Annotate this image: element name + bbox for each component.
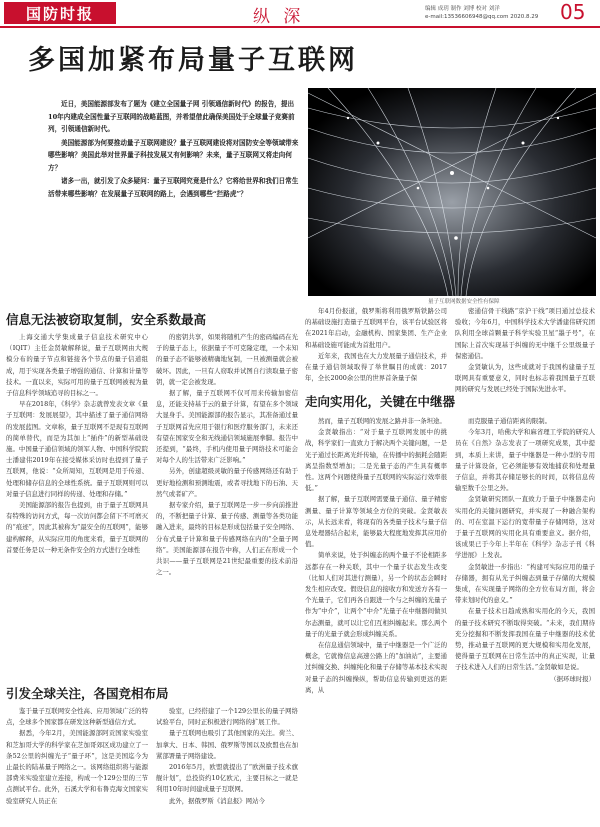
intro-paragraph: 美国能源部为何要推动量子互联网建设？量子互联网建设将对国防安全等领域带来哪些影响？美国此举对世界量子科技发展又有何影响？未来，量子互联网又将走向何方？ xyxy=(48,138,299,172)
network-illustration xyxy=(308,88,596,296)
body-paragraph: 早在2018年，《科学》杂志就曾发表文章《量子互联网：发展展望》，其中描述了量子通信网络的发展蓝图。文章称，量子互联网不是现有互联网的简单替代，而是为其加上“插件”的新型基础设施。中国量子通信领域的领军人物、中国科学院院士潘建伟2019年在接受媒体采访时也提到了量子互联网，他说：“众所周知，互联网是用于传递、处理和储存信息的全球性系统。量子互联网则可以对量子信息进行同样的传递、处理和存储。” xyxy=(6,400,148,498)
body-paragraph: 金贤敏指出：“对于量子互联网发展中的挑战，科学家们一直致力于解决两个关键问题，一是光子通过长距离光纤传输，在传播中的损耗会随距离呈指数型增加；二是光量子态的产生具有概率性。这两个问题使得量子互联网的实际运行效率很低。” xyxy=(305,428,447,493)
body-paragraph: 金贤敏认为，这些成就对于我国构建量子互联网具有重要意义，同时也标志着我国量子互联网的研究与发展已经处于国际先进水平。 xyxy=(455,363,595,394)
body-paragraph: 据悉，今年2月，美国能源部阿贡国家实验室和芝加哥大学的科学家在芝加哥郊区成功建立了一条52公里的纠缠光子“量子环”，这是美国迄今为止最长的陆基量子网络之一。该网络组织将与能源部费米实验室建立连接，构成一个129公里的三节点测试平台。此外，石溪大学和布鲁克海文国家实验室研究人员正在 xyxy=(6,729,148,805)
article-column xyxy=(156,332,298,680)
newspaper-logo: 国防时报 xyxy=(4,2,116,24)
intro-paragraph: 近日，美国能源部发布了题为《建立全国量子网 引领通信新时代》的报告，提出10年内建成全国性量子互联网的战略蓝图，并希望借此确保美国处于全球量子竞赛前列，引领通信新时代。 xyxy=(48,100,295,133)
body-paragraph: 美国能源部的报告也提到，由于量子互联网具有特殊的访问方式，每一次访问都会留下不可磨灭的“痕迹”，因此其被称为“最安全的互联网”，能够建构解释，从实际应用的角度来看，量子互联网的首要任务是以一种无条件安全的方式进行全球性 xyxy=(6,501,148,554)
body-paragraph: 在量子技术日趋成熟和实用化的今天，我国的量子技术研究不断取得突破。“未来，我们期待充分挖掘和不断发挥我国在量子中继器的技术优势，推动量子互联网的更大规模和实用化发展，使得量子互联网在日常生活中的真正实现，让量子技术进入人们的日常生活。”金贤敏如是说。 xyxy=(455,607,595,672)
body-paragraph: 的密钥共享，如果将随机产生的密码编码在光子的量子态上，依据量子不可克隆定理，一个未知的量子态不能够被精确地复制，一旦被测量就会被破坏。因此，一旦有人窃取并试图自行读取量子密钥，就一定会被发现。 xyxy=(156,333,298,386)
article-column xyxy=(305,416,447,822)
article-column xyxy=(6,706,148,824)
body-paragraph: 而克服量子通信距离的限制。 xyxy=(468,417,552,425)
body-paragraph: 上海交通大学集成量子信息技术研究中心（IQIT）主任金贤敏解释说，量子互联网由大规模分布的量子节点和链接各个节点的量子信道组成，用于实现各类量子增强的通信、计算和计量等技术。一直以来，实际可用的量子互联网被视为量子信息科学领域追寻的目标之一。 xyxy=(6,333,148,398)
body-paragraph: 简单来说，处于纠缠态的两个量子不论相距多远都存在一种关联，其中一个量子状态发生改变（比如人们对其进行测量），另一个的状态会瞬时发生相应改变。假设信息的接收方和发送方各有一个光量子，它们再各自跟进一个与之纠缠的光量子作为“中介”，让两个“中介”光量子在中继器间做贝尔态测量，就可以让它们互相纠缠起来。那么两个量子的光量子就会形成纠缠关系。 xyxy=(305,551,447,638)
section-heading: 信息无法被窃取复制，安全系数最高 xyxy=(6,312,207,327)
section-label: 纵 深 xyxy=(253,7,305,27)
masthead-divider xyxy=(0,26,600,28)
body-paragraph: 量子互联网也吸引了其他国家的关注。荷兰、加拿大、日本、韩国、俄罗斯等国以及欧盟也在加紧部署量子网络建设。 xyxy=(156,729,298,760)
page-number: 05 xyxy=(560,0,586,24)
section-heading: 走向实用化，关键在中继器 xyxy=(305,394,456,409)
article-column xyxy=(156,706,298,824)
article-column xyxy=(305,306,447,382)
body-paragraph: 验室，已经搭建了一个129公里长的量子网络试验平台，同时正积极进行网络的扩展工作。 xyxy=(156,707,298,727)
quantum-network-photo xyxy=(308,88,596,296)
source-note: （据环球时报） xyxy=(550,674,595,683)
body-paragraph: 在信息通信领域中，量子中继器是一个广泛的概念，它就像信息高速公路上的“加油站”，主要通过纠缠交换、纠缠纯化和量子存储等基本技术实现对量子态的纠缠操纵，帮助信息传输到更远的距离，从 xyxy=(305,641,447,694)
section-heading: 引发全球关注，各国竞相布局 xyxy=(6,686,169,701)
body-paragraph: 金贤敏研究团队一直致力于量子中继器走向实用化的关键问题研究，并实现了一种融合架构的、可在室温下运行的宽带量子存储网络，这对于量子互联网的实用化具有重要意义。据介绍，该成果已于今年上半年在《科学》杂志子刊《科学进展》上发表。 xyxy=(455,495,595,560)
body-paragraph: 另外，创建超级灵敏的量子传感网络还有助于更好地检测和预测地震，或者寻找地下的石油、天然气或者矿产。 xyxy=(156,467,298,498)
body-paragraph: 据了解，量子互联网不仅可用来传输加密信息，还能支持基于云的量子计算，有望在多个领域大显身手。美国能源部的报告显示，其准备通过量子互联网首先应用于银行和医疗服务部门，未来还有望在国家安全和无线通信领域施展拳脚。报告中还提到，“最终，手机内使用量子网络技术可能会对每个人的生活带来广泛影响。” xyxy=(156,389,298,465)
body-paragraph: 今年3月，哈佛大学和麻省理工学院的研究人员在《自然》杂志发表了一项研究成果，其中提到，本质上来讲，量子中继器是一种小型的专用量子计算设备，它必须能够有效地捕获和处理量子信息，并将其存储足够长的时间，以将信息传输至数千公里之外。 xyxy=(455,428,595,493)
editor-credits: 编辑 成玥 制作 刘博 校对 刘洋 xyxy=(425,6,500,12)
body-paragraph: 近年来，我国也在大力发展量子通信技术，并在量子通信领域取得了举世瞩目的成就：2017年，全长2000余公里的世界首条量子保 xyxy=(305,351,447,383)
photo-caption: 量子互联网数据安全性有保障 xyxy=(428,299,500,305)
intro-block xyxy=(48,98,300,201)
body-paragraph: 此外，据俄罗斯《消息报》网站今 xyxy=(169,796,265,805)
body-paragraph: 金贤敏进一步指出：“构建可实际应用的量子存储器，拥有从光子纠缠态到量子存储的大规模集成，在实现量子网络的全方位布局方面，将会带来划时代的意义。” xyxy=(455,562,595,605)
article-column xyxy=(455,306,595,394)
page-headline: 多国加紧布局量子互联网 xyxy=(28,45,358,76)
body-paragraph: 据专家介绍，量子互联网是一步一步向前推进的，不断把量子计算、量子传感、测量等各类功能融入进来，最终的目标是形成包括量子安全网络、分布式量子计算和量子传感网络在内的“全量子网络”。美国能源部在报告中称，人们正在形成一个共识——量子互联网是21世纪最重要的技术前沿之一。 xyxy=(156,501,298,577)
contact-date: e-mail:13536606948@qq.com 2020.8.29 xyxy=(425,14,539,20)
intro-paragraph: 诸多一出，就引发了众多疑问：量子互联网究竟是什么？它将给世界和我们日常生活带来哪些影响？在发展量子互联网的路上，会遇到哪些“拦路虎”？ xyxy=(48,177,299,198)
article-column xyxy=(6,332,148,680)
body-paragraph: 鉴于量子互联网安全性高、应用领域广泛的特点，全球多个国家都在研发这种新型通信方式。 xyxy=(6,707,148,727)
body-paragraph: 据了解，量子互联网需要量子通信、量子精密测量、量子计算等领域全方位的突破。金贤敏表示，从长远来看，将现有的各类量子技术与量子信息处理器结合起来，能够最大程度地发挥其应用价值。 xyxy=(305,495,447,549)
body-paragraph: 2016年5月，欧盟就提出了“欧洲量子技术旗舰计划”，总投资约10亿欧元，主要目标之一就是利用10年时间建成量子互联网。 xyxy=(156,763,298,794)
article-column xyxy=(455,416,595,822)
body-paragraph: 然而，量子互联网的发展之路并非一条坦途。 xyxy=(318,417,446,425)
body-paragraph: 年4月份报道，俄罗斯将利用俄罗斯铁路公司的基础设施打造量子互联网平台，该平台试验区将在2021年启动，金融机构、国家集团、生产企业和基础设施可能成为首批用户。 xyxy=(305,307,447,349)
body-paragraph: 密通信骨干线路“京沪干线”项目通过总技术验收；今年6月，中国科学技术大学潘建伟研究团队利用全球首颗量子科学实验卫星“墨子号”，在国际上首次实现基于纠缠的无中继千公里级量子保密通信。 xyxy=(455,307,595,360)
